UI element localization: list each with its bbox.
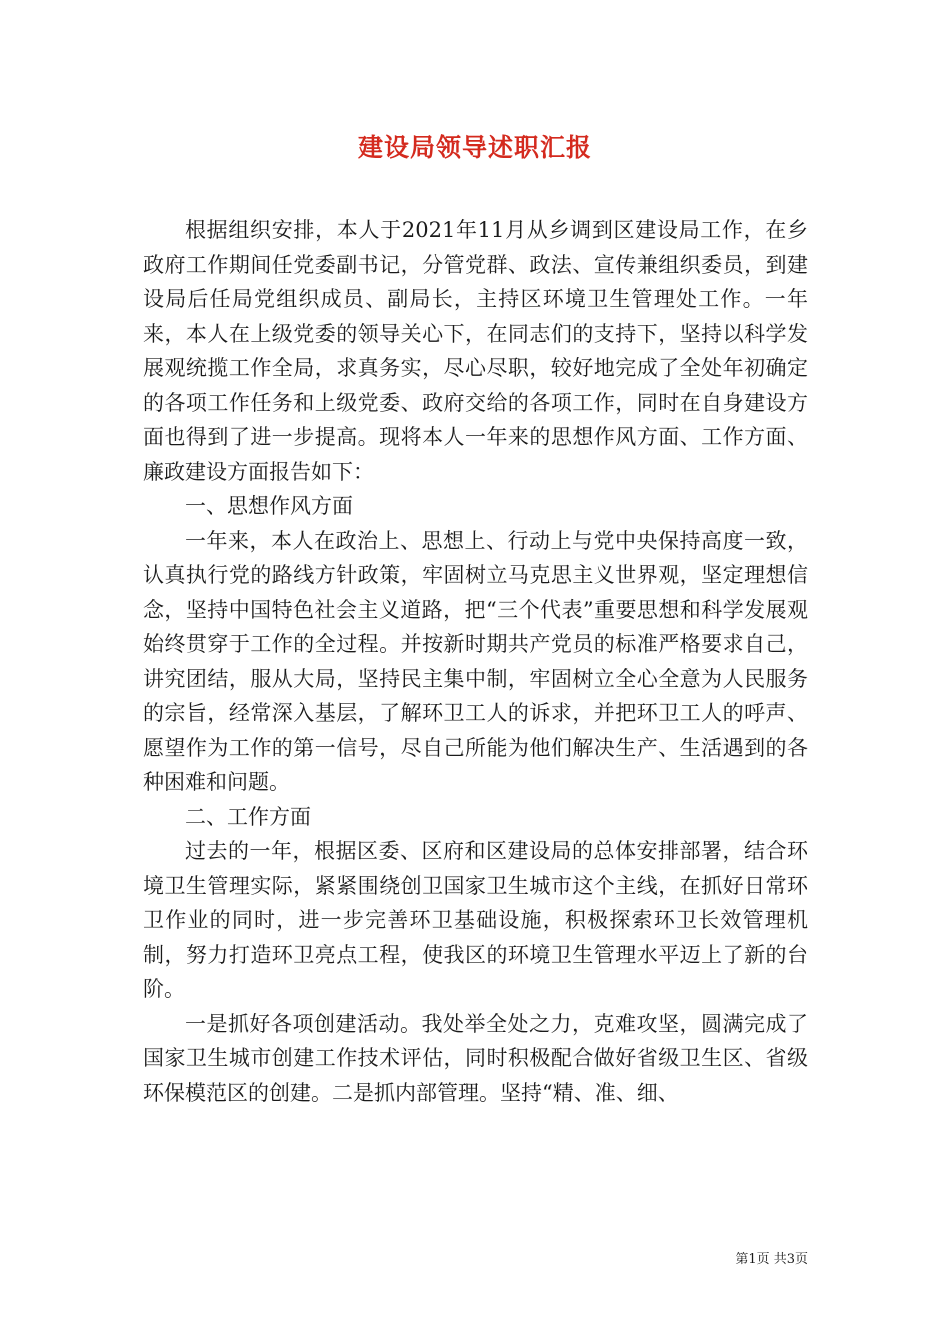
section-heading-1: 一、思想作风方面: [185, 494, 353, 518]
paragraph-section-2-detail: 一是抓好各项创建活动。我处举全处之力，克难攻坚，圆满完成了国家卫生城市创建工作技术评估，同时积极配合做好省级卫生区、省级环保模范区的创建。二是抓内部管理。坚持“精、准、细、: [143, 1011, 808, 1105]
section-heading-2: 二、工作方面: [185, 804, 311, 829]
page-number: 第1页 共3页: [735, 1252, 808, 1267]
paragraph-intro: 根据组织安排，本人于2021年11月从乡调到区建设局工作，在乡政府工作期间任党委副书记，分管党群、政法、宣传兼组织委员，到建设局后任局党组织成员、副局长，主持区环境卫生管理处工作。一年来，本人在上级党委的领导关心下，在同志们的支持下，坚持以科学发展观统揽工作全局，求真务实，尽心尽职，较好地完成了全处年初确定的各项工作任务和上级党委、政府交给的各项工作，同时在自身建设方面也得到了进一步提高。现将本人一年来的思想作风方面、工作方面、廉政建设方面报告如下：: [143, 218, 808, 484]
document-body: [143, 213, 808, 1110]
document-title: 建设局领导述职汇报: [357, 133, 592, 162]
paragraph-section-1: 一年来，本人在政治上、思想上、行动上与党中央保持高度一致，认真执行党的路线方针政策，牢固树立马克思主义世界观，坚定理想信念，坚持中国特色社会主义道路，把“三个代表”重要思想和科学发展观始终贯穿于工作的全过程。并按新时期共产党员的标准严格要求自己，讲究团结，服从大局，坚持民主集中制，牢固树立全心全意为人民服务的宗旨，经常深入基层，了解环卫工人的诉求，并把环卫工人的呼声、愿望作为工作的第一信号，尽自己所能为他们解决生产、生活遇到的各种困难和问题。: [143, 528, 808, 794]
paragraph-section-2: 过去的一年，根据区委、区府和区建设局的总体安排部署，结合环境卫生管理实际，紧紧围绕创卫国家卫生城市这个主线，在抓好日常环卫作业的同时，进一步完善环卫基础设施，积极探索环卫长效管理机制，努力打造环卫亮点工程，使我区的环境卫生管理水平迈上了新的台阶。: [143, 839, 808, 1001]
